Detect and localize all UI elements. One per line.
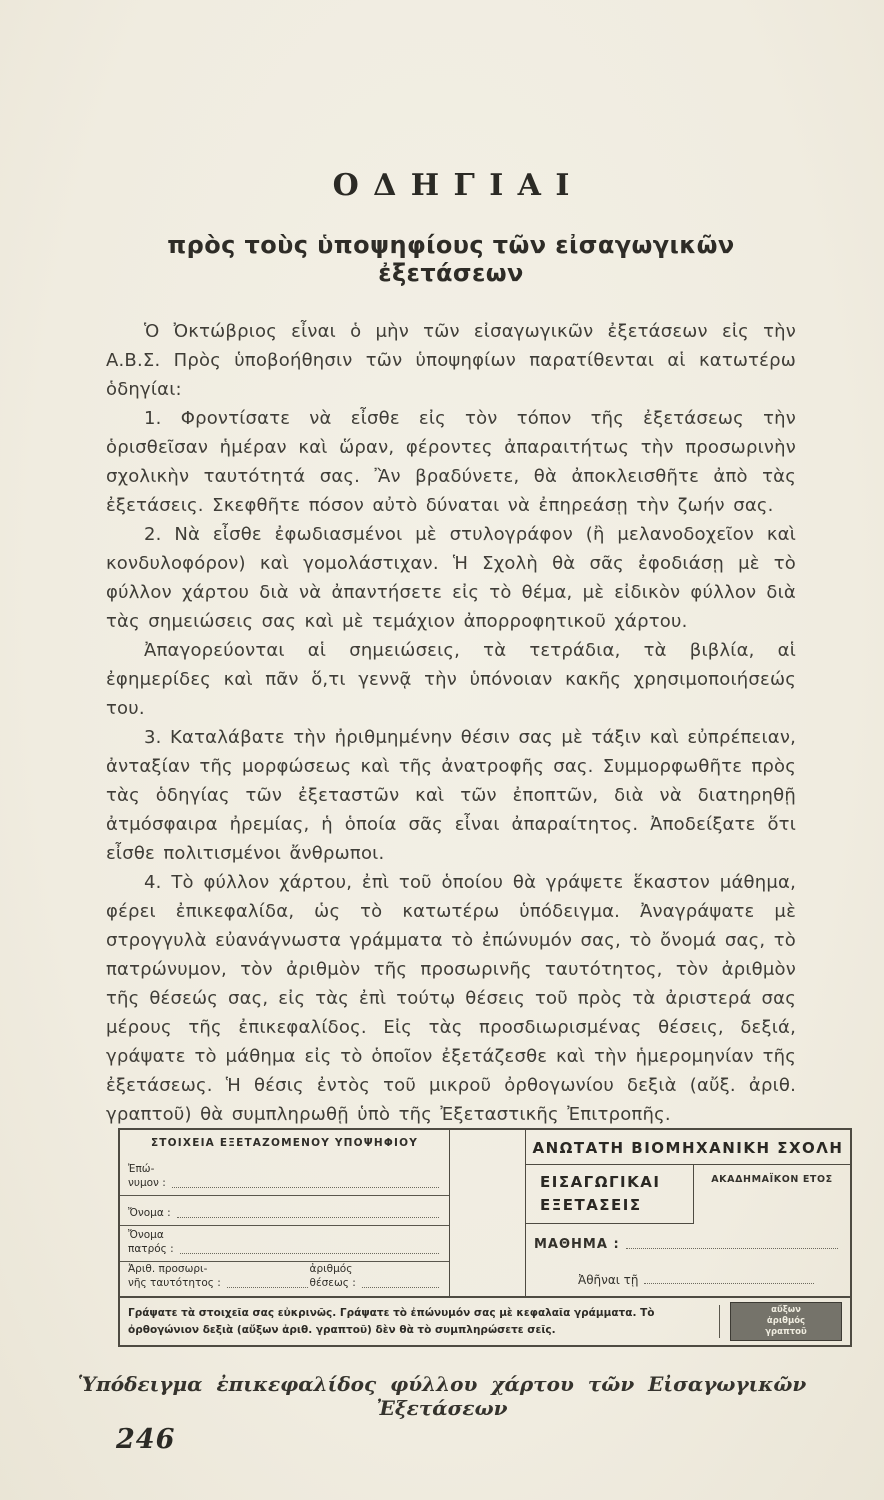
school-section (526, 1130, 850, 1296)
dotted-line (362, 1272, 439, 1288)
subject-field-row (526, 1224, 850, 1252)
body-text (106, 317, 796, 1129)
candidate-details-header: ΣΤΟΙΧΕΙΑ ΕΞΕΤΑΖΟΜΕΝΟΥ ΥΠΟΨΗΦΙΟΥ (150, 1137, 419, 1149)
temporary-id-field (128, 1262, 310, 1291)
form-middle-gap (450, 1130, 526, 1296)
paragraph-item-1: 1. Φροντίσατε νὰ εἶσθε εἰς τὸν τόπον τῆς ἐξετάσεως τὴν ὁρισθεῖσαν ἡμέραν καὶ ὥραν, φέροντες ἀπαραιτήτως τὴν προσωρινὴν σχολικὴν ταυτότητά σας. Ἂν βραδύνετε, θὰ ἀποκλεισθῆτε ἀπὸ τὰς ἐξετάσεις. Σκεφθῆτε πόσον αὐτὸ δύναται νὰ ἐπηρεάσῃ τὴν ζωήν σας. (106, 408, 796, 516)
temporary-id-label-bottom: νῆς ταυτότητος : (128, 1277, 221, 1290)
page-subtitle: πρὸς τοὺς ὑποψηφίους τῶν εἰσαγωγικῶν ἐξετάσεων (167, 231, 735, 287)
seat-number-label-bottom: θέσεως : (309, 1277, 356, 1290)
page-title: ΟΔΗΓΙΑΙ (332, 168, 584, 203)
fathers-name-label-top: Ὄνομα (128, 1228, 164, 1241)
serial-box-line3: γραπτοῦ (765, 1327, 807, 1338)
subject-label: ΜΑΘΗΜΑ : (534, 1237, 620, 1252)
main-content (106, 168, 796, 1129)
page-number: 246 (116, 1424, 176, 1455)
entrance-exams-box (526, 1165, 694, 1224)
firstname-label: Ὄνομα : (128, 1207, 171, 1220)
seat-number-label (310, 1262, 356, 1291)
serial-box-line1: αὔξων (771, 1305, 801, 1315)
form-note-text: Γράψατε τὰ στοιχεῖα σας εὐκρινῶς. Γράψατε τὸ ἐπώνυμόν σας μὲ κεφαλαῖα γράμματα. Τὸ ὀρθογώνιον δεξιὰ (αὔξων ἀριθ. γραπτοῦ) δὲν θὰ τὸ συμπληρώσετε σεῖς. (128, 1305, 720, 1338)
fathers-name-field-row (120, 1226, 449, 1262)
paragraph-item-2-note: Ἀπαγορεύονται αἱ σημειώσεις, τὰ τετράδια, τὰ βιβλία, αἱ ἐφημερίδες καὶ πᾶν ὅ,τι γεννᾷ τὴν ὑπόνοιαν κακῆς χρησιμοποιήσεώς του. (106, 640, 796, 719)
surname-label-top: Ἐπώ- (128, 1162, 155, 1175)
paragraph-item-3: 3. Καταλάβατε τὴν ἠριθμημένην θέσιν σας μὲ τάξιν καὶ εὐπρέπειαν, ἀνταξίαν τῆς μορφώσεως καὶ τῆς ἀνατροφῆς σας. Συμμορφωθῆτε πρὸς τὰς ὁδηγίας τῶν ἐξεταστῶν καὶ τῶν ἐποπτῶν, διὰ νὰ διατηρηθῇ ἀτμόσφαιρα ἠρεμίας, ἡ ὁποία σᾶς εἶναι ἀπαραίτητος. Ἀποδείξατε ὅτι εἶσθε πολιτισμένοι ἄνθρωποι. (106, 727, 796, 864)
dotted-line (177, 1202, 439, 1218)
school-name-header: ΑΝΩΤΑΤΗ ΒΙΟΜΗΧΑΝΙΚΗ ΣΧΟΛΗ (526, 1130, 850, 1165)
serial-number-box (730, 1302, 842, 1341)
entrance-exams-line1: ΕΙΣΑΓΩΓΙΚΑΙ (540, 1173, 661, 1191)
temporary-id-label (128, 1262, 221, 1291)
paragraph-item-2: 2. Νὰ εἶσθε ἐφωδιασμένοι μὲ στυλογράφον (ἢ μελανοδοχεῖον καὶ κονδυλοφόρον) καὶ γομολάστιχαν. Ἡ Σχολὴ θὰ σᾶς ἐφοδιάσῃ μὲ τὸ φύλλον χάρτου διὰ νὰ ἀπαντήσετε εἰς τὸ θέμα, μὲ εἰδικὸν φύλλον διὰ τὰς σημειώσεις σας καὶ μὲ τεμάχιον ἀπορροφητικοῦ χάρτου. (106, 524, 796, 632)
surname-field-row (120, 1156, 449, 1196)
dotted-line (180, 1238, 439, 1254)
academic-year-label: ΑΚΑΔΗΜΑΪΚΟΝ ΕΤΟΣ (711, 1174, 833, 1185)
figure-caption: Ὑπόδειγμα ἐπικεφαλίδος φύλλου χάρτου τῶν Εἰσαγωγικῶν Ἐξετάσεων (77, 1372, 807, 1420)
dotted-line (626, 1236, 838, 1249)
form-note-strip (120, 1296, 850, 1345)
paragraph-intro: Ὁ Ὀκτώβριος εἶναι ὁ μὴν τῶν εἰσαγωγικῶν ἐξετάσεων εἰς τὴν Α.Β.Σ. Πρὸς ὑποβοήθησιν τῶν ὑποψηφίων παρατίθενται αἱ κατωτέρω ὁδηγίαι: (106, 321, 796, 400)
seat-number-field (310, 1262, 441, 1291)
paragraph-item-4: 4. Τὸ φύλλον χάρτου, ἐπὶ τοῦ ὁποίου θὰ γράψετε ἕκαστον μάθημα, φέρει ἐπικεφαλίδα, ὡς τὸ κατωτέρω ὑπόδειγμα. Ἀναγράψατε μὲ στρογγυλὰ εὐανάγνωστα γράμματα τὸ ἐπώνυμόν σας, τὸ ὄνομά σας, τὸ πατρώνυμον, τὸν ἀριθμὸν τῆς προσωρινῆς ταυτότητος, τὸν ἀριθμὸν τῆς θέσεώς σας, εἰς τὰς ἐπὶ τούτῳ θέσεις τοῦ πρὸς τὰ ἀριστερά σας μέρους τῆς ἐπικεφαλίδος. Εἰς τὰς προσδιωρισμένας θέσεις, δεξιά, γράψατε τὸ μάθημα εἰς τὸ ὁποῖον ἐξετάζεσθε καὶ τὴν ἡμερομηνίαν τῆς ἐξετάσεως. Ἡ θέσις ἐντὸς τοῦ μικροῦ ὀρθογωνίου δεξιὰ (αὔξ. ἀριθ. γραπτοῦ) θὰ συμπληρωθῇ ὑπὸ τῆς Ἐξεταστικῆς Ἐπιτροπῆς. (106, 872, 796, 1125)
seat-number-label-top: ἀριθμός (309, 1262, 353, 1275)
date-label: Ἀθῆναι τῇ (578, 1273, 639, 1287)
dotted-line (172, 1172, 439, 1188)
id-and-seat-field-row (120, 1262, 449, 1295)
dotted-line (644, 1272, 814, 1284)
fathers-name-label-bottom: πατρός : (128, 1243, 174, 1256)
dotted-line (227, 1272, 308, 1288)
firstname-field-row (120, 1196, 449, 1226)
temporary-id-label-top: Ἀριθ. προσωρι- (128, 1262, 208, 1275)
fathers-name-label (128, 1228, 174, 1257)
candidate-details-section (120, 1130, 450, 1296)
entrance-exams-line2: ΕΞΕΤΑΣΕΙΣ (540, 1195, 642, 1214)
surname-label-bottom: νυμον : (128, 1177, 166, 1190)
serial-box-line2: ἀριθμός (766, 1316, 806, 1327)
surname-label (128, 1162, 166, 1191)
date-field-row (526, 1272, 850, 1296)
exam-title-row (526, 1165, 850, 1224)
sample-exam-header-form (118, 1128, 852, 1347)
form-main (120, 1130, 850, 1296)
